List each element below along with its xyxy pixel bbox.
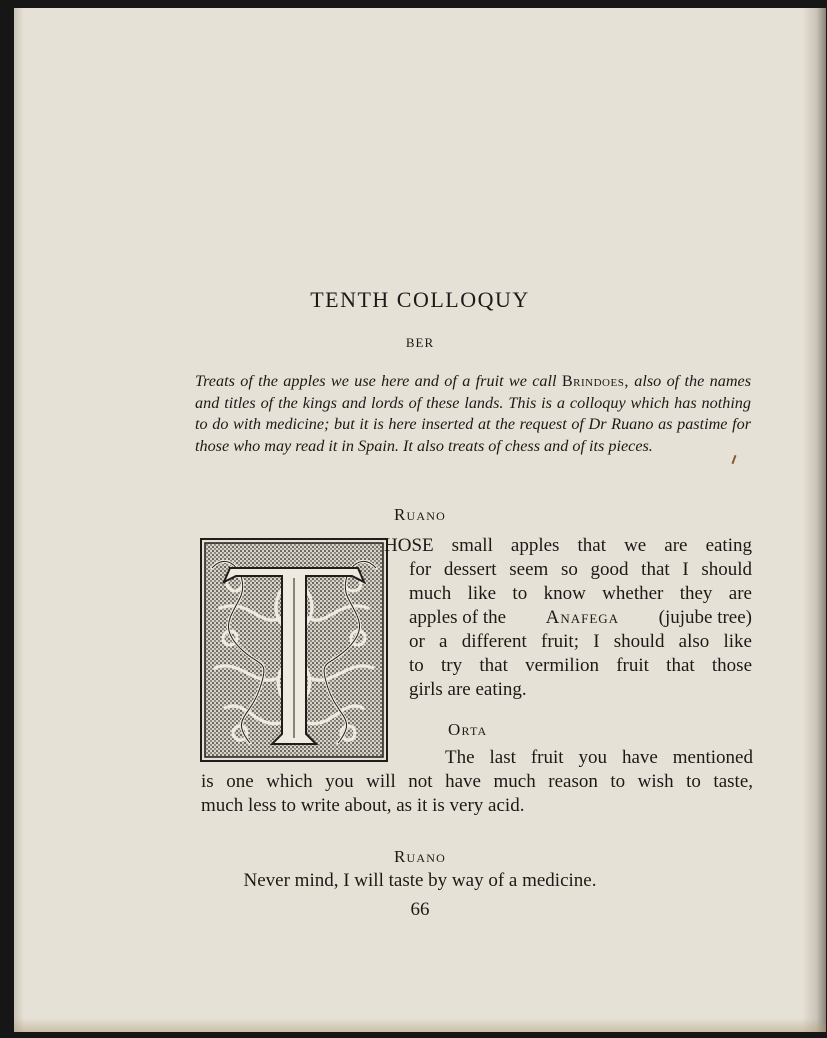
book-page <box>14 8 826 1032</box>
ruano-line-3: much like to know whether they are <box>409 583 752 604</box>
page-number: 66 <box>410 899 430 920</box>
speaker-heading-ruano-2: Ruano <box>393 847 446 866</box>
speaker-heading-orta: Orta <box>448 720 488 739</box>
ruano-line-4-end: (jujube tree) <box>658 607 752 628</box>
orta-line-2: is one which you will not have much reason to wish to taste, <box>201 771 753 792</box>
ruano-line-6: to try that vermilion fruit that those <box>409 655 752 676</box>
ruano-line-4-start: apples of the <box>409 607 507 628</box>
anafega-term: Anafega <box>545 607 620 628</box>
intro-text-part2: also of the names and titles of the kings and lords of these lands. This is a colloquy which has nothing to do with medicine; but it is here inserted at the request of Dr Ruano as pastime for those who may read it in Spain. It also treats of chess and of its pieces. <box>195 372 751 455</box>
speaker-heading-ruano: Ruano <box>393 505 446 524</box>
chapter-title: TENTH COLLOQUY <box>310 287 530 312</box>
ruano-line-5: or a different fruit; I should also like <box>409 631 752 652</box>
decorated-initial-t-icon <box>200 538 388 762</box>
page-edge-shadow-bottom <box>14 1018 826 1032</box>
intro-term-brindoes: Brindoes, <box>561 372 629 390</box>
ruano-line-7: girls are eating. <box>409 679 527 700</box>
orta-line-1: The last fruit you have mentioned <box>445 747 753 768</box>
chapter-subtitle: BER <box>405 335 435 350</box>
ruano-line-4 <box>409 608 752 627</box>
intro-text-part1: Treats of the apples we use here and of a fruit we call <box>195 372 562 390</box>
intro-paragraph <box>195 371 751 457</box>
ruano-reply-line: Never mind, I will taste by way of a medicine. <box>243 870 597 891</box>
ruano-line-1: HOSE small apples that we are eating <box>384 535 752 556</box>
orta-line-3: much less to write about, as it is very acid. <box>201 795 525 816</box>
ruano-line-2: for dessert seem so good that I should <box>409 559 752 580</box>
